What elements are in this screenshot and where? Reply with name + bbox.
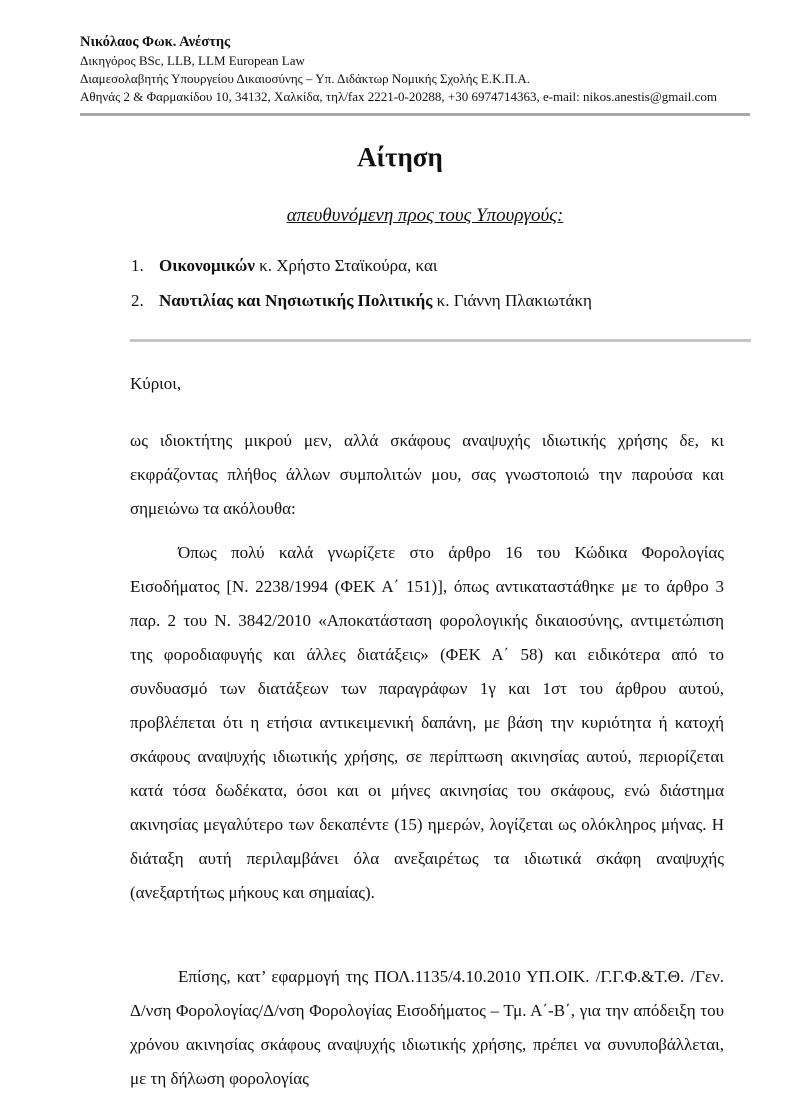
recipient-item	[131, 289, 592, 324]
ministry-name: Οικονομικών	[159, 256, 255, 275]
recipient-item	[131, 254, 592, 289]
recipients-list	[131, 254, 592, 324]
header-divider	[80, 113, 750, 116]
ministry-name: Ναυτιλίας και Νησιωτικής Πολιτικής	[159, 291, 433, 310]
minister-name: κ. Γιάννη Πλακιωτάκη	[432, 291, 592, 310]
paragraph-law: Όπως πολύ καλά γνωρίζετε στο άρθρο 16 του Κώδικα Φορολογίας Εισοδήματος [Ν. 2238/1994 (ΦΕΚ Α΄ 151)], όπως αντικαταστάθηκε με το άρθρο 3 παρ. 2 του Ν. 3842/2010 «Αποκατάσταση φορολογικής δικαιοσύνης, αντιμετώπιση της φοροδιαφυγής και άλλες διατάξεις» (ΦΕΚ Α΄ 58) και ειδικότερα από το συνδυασμό των διατάξεων των παραγράφων 1γ και 1στ του άρθρου αυτού, προβλέπεται ότι η ετήσια αντικειμενική δαπάνη, με βάση την κυριότητα ή κατοχή σκάφους αναψυχής ιδιωτικής χρήσης, σε περίπτωση ακινησίας αυτού, περιορίζεται κατά τόσα δωδέκατα, όσοι και οι μήνες ακινησίας του σκάφους, ενώ διάστημα ακινησίας μεγαλύτερο των δεκαπέντε (15) ημερών, λογίζεται ως ολόκληρος μήνας. Η διάταξη αυτή περιλαμβάνει όλα ανεξαιρέτως τα ιδιωτικά σκάφη αναψυχής (ανεξαρτήτως μήκους και σημαίας).	[130, 543, 724, 902]
author-affiliation: Διαμεσολαβητής Υπουργείου Δικαιοσύνης – Υπ. Διδάκτωρ Νομικής Σχολής Ε.Κ.Π.Α.	[80, 71, 531, 86]
paragraph-pol: Επίσης, κατ’ εφαρμογή της ΠΟΛ.1135/4.10.2010 ΥΠ.ΟΙΚ. /Γ.Γ.Φ.&Τ.Θ. /Γεν. Δ/νση Φορολογίας/Δ/νση Φορολογίας Εισοδήματος – Τμ. Α΄-Β΄, για την απόδειξη του χρόνου ακινησίας σκάφους αναψυχής ιδιωτικής χρήσης, πρέπει να συνυποβάλλεται, με τη δήλωση φορολογίας	[130, 967, 724, 1088]
list-number: 1.	[131, 256, 144, 275]
paragraph-intro: ως ιδιοκτήτης μικρού μεν, αλλά σκάφους αναψυχής ιδιωτικής χρήσης δε, κι εκφράζοντας πλήθος άλλων συμπολιτών μου, σας γνωστοποιώ την παρούσα και σημειώνω τα ακόλουθα:	[130, 431, 724, 518]
author-title: Δικηγόρος BSc, LLB, LLM European Law	[80, 53, 305, 68]
section-divider	[130, 339, 751, 342]
letterhead	[80, 33, 760, 106]
minister-name: κ. Χρήστο Σταϊκούρα, και	[254, 256, 438, 275]
list-number: 2.	[131, 291, 144, 310]
author-name: Νικόλαος Φωκ. Ανέστης	[80, 34, 231, 50]
document-title: Αίτηση	[357, 142, 443, 172]
author-contact: Αθηνάς 2 & Φαρμακίδου 10, 34132, Χαλκίδα, τηλ/fax 2221-0-20288, +30 6974714363, e-mail: nikos.anestis@gmail.com	[80, 89, 718, 104]
salutation: Κύριοι,	[130, 374, 182, 393]
document-subtitle: απευθυνόμενη προς τους Υπουργούς:	[286, 205, 564, 226]
